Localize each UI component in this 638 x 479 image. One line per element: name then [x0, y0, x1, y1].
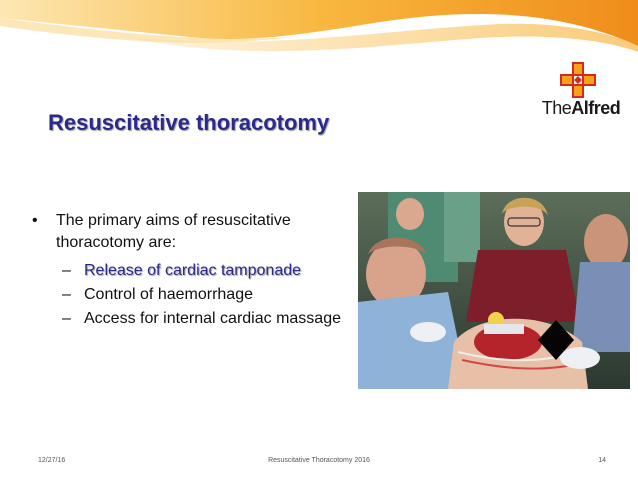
dash-marker: –	[62, 262, 71, 279]
footer-date: 12/27/16	[38, 457, 66, 464]
sub-bullet-list	[62, 260, 342, 329]
alfred-cross-icon	[560, 62, 596, 98]
dash-marker: –	[62, 286, 71, 303]
slide-title: Resuscitative thoracotomy	[48, 110, 330, 135]
the-alfred-logo	[538, 62, 624, 122]
resuscitation-team-photo	[358, 192, 630, 389]
slide-content	[32, 210, 342, 329]
sub-bullet-item	[62, 260, 342, 281]
sub-bullet-text-highlighted: Release of cardiac tamponade	[84, 262, 302, 279]
footer-title: Resuscitative Thoracotomy 2016	[268, 457, 370, 464]
bullet-text: The primary aims of resuscitative thoracotomy are:	[56, 212, 291, 251]
logo-wordmark: TheAlfred	[541, 98, 621, 118]
sub-bullet-text: Access for internal cardiac massage	[84, 310, 341, 327]
sub-bullet-item	[62, 308, 342, 329]
sub-bullet-text: Control of haemorrhage	[84, 286, 253, 303]
bullet-item	[32, 210, 342, 254]
dash-marker: –	[62, 310, 71, 327]
footer-page-number: 14	[598, 457, 606, 464]
sub-bullet-item	[62, 284, 342, 305]
bullet-marker: •	[32, 212, 38, 229]
